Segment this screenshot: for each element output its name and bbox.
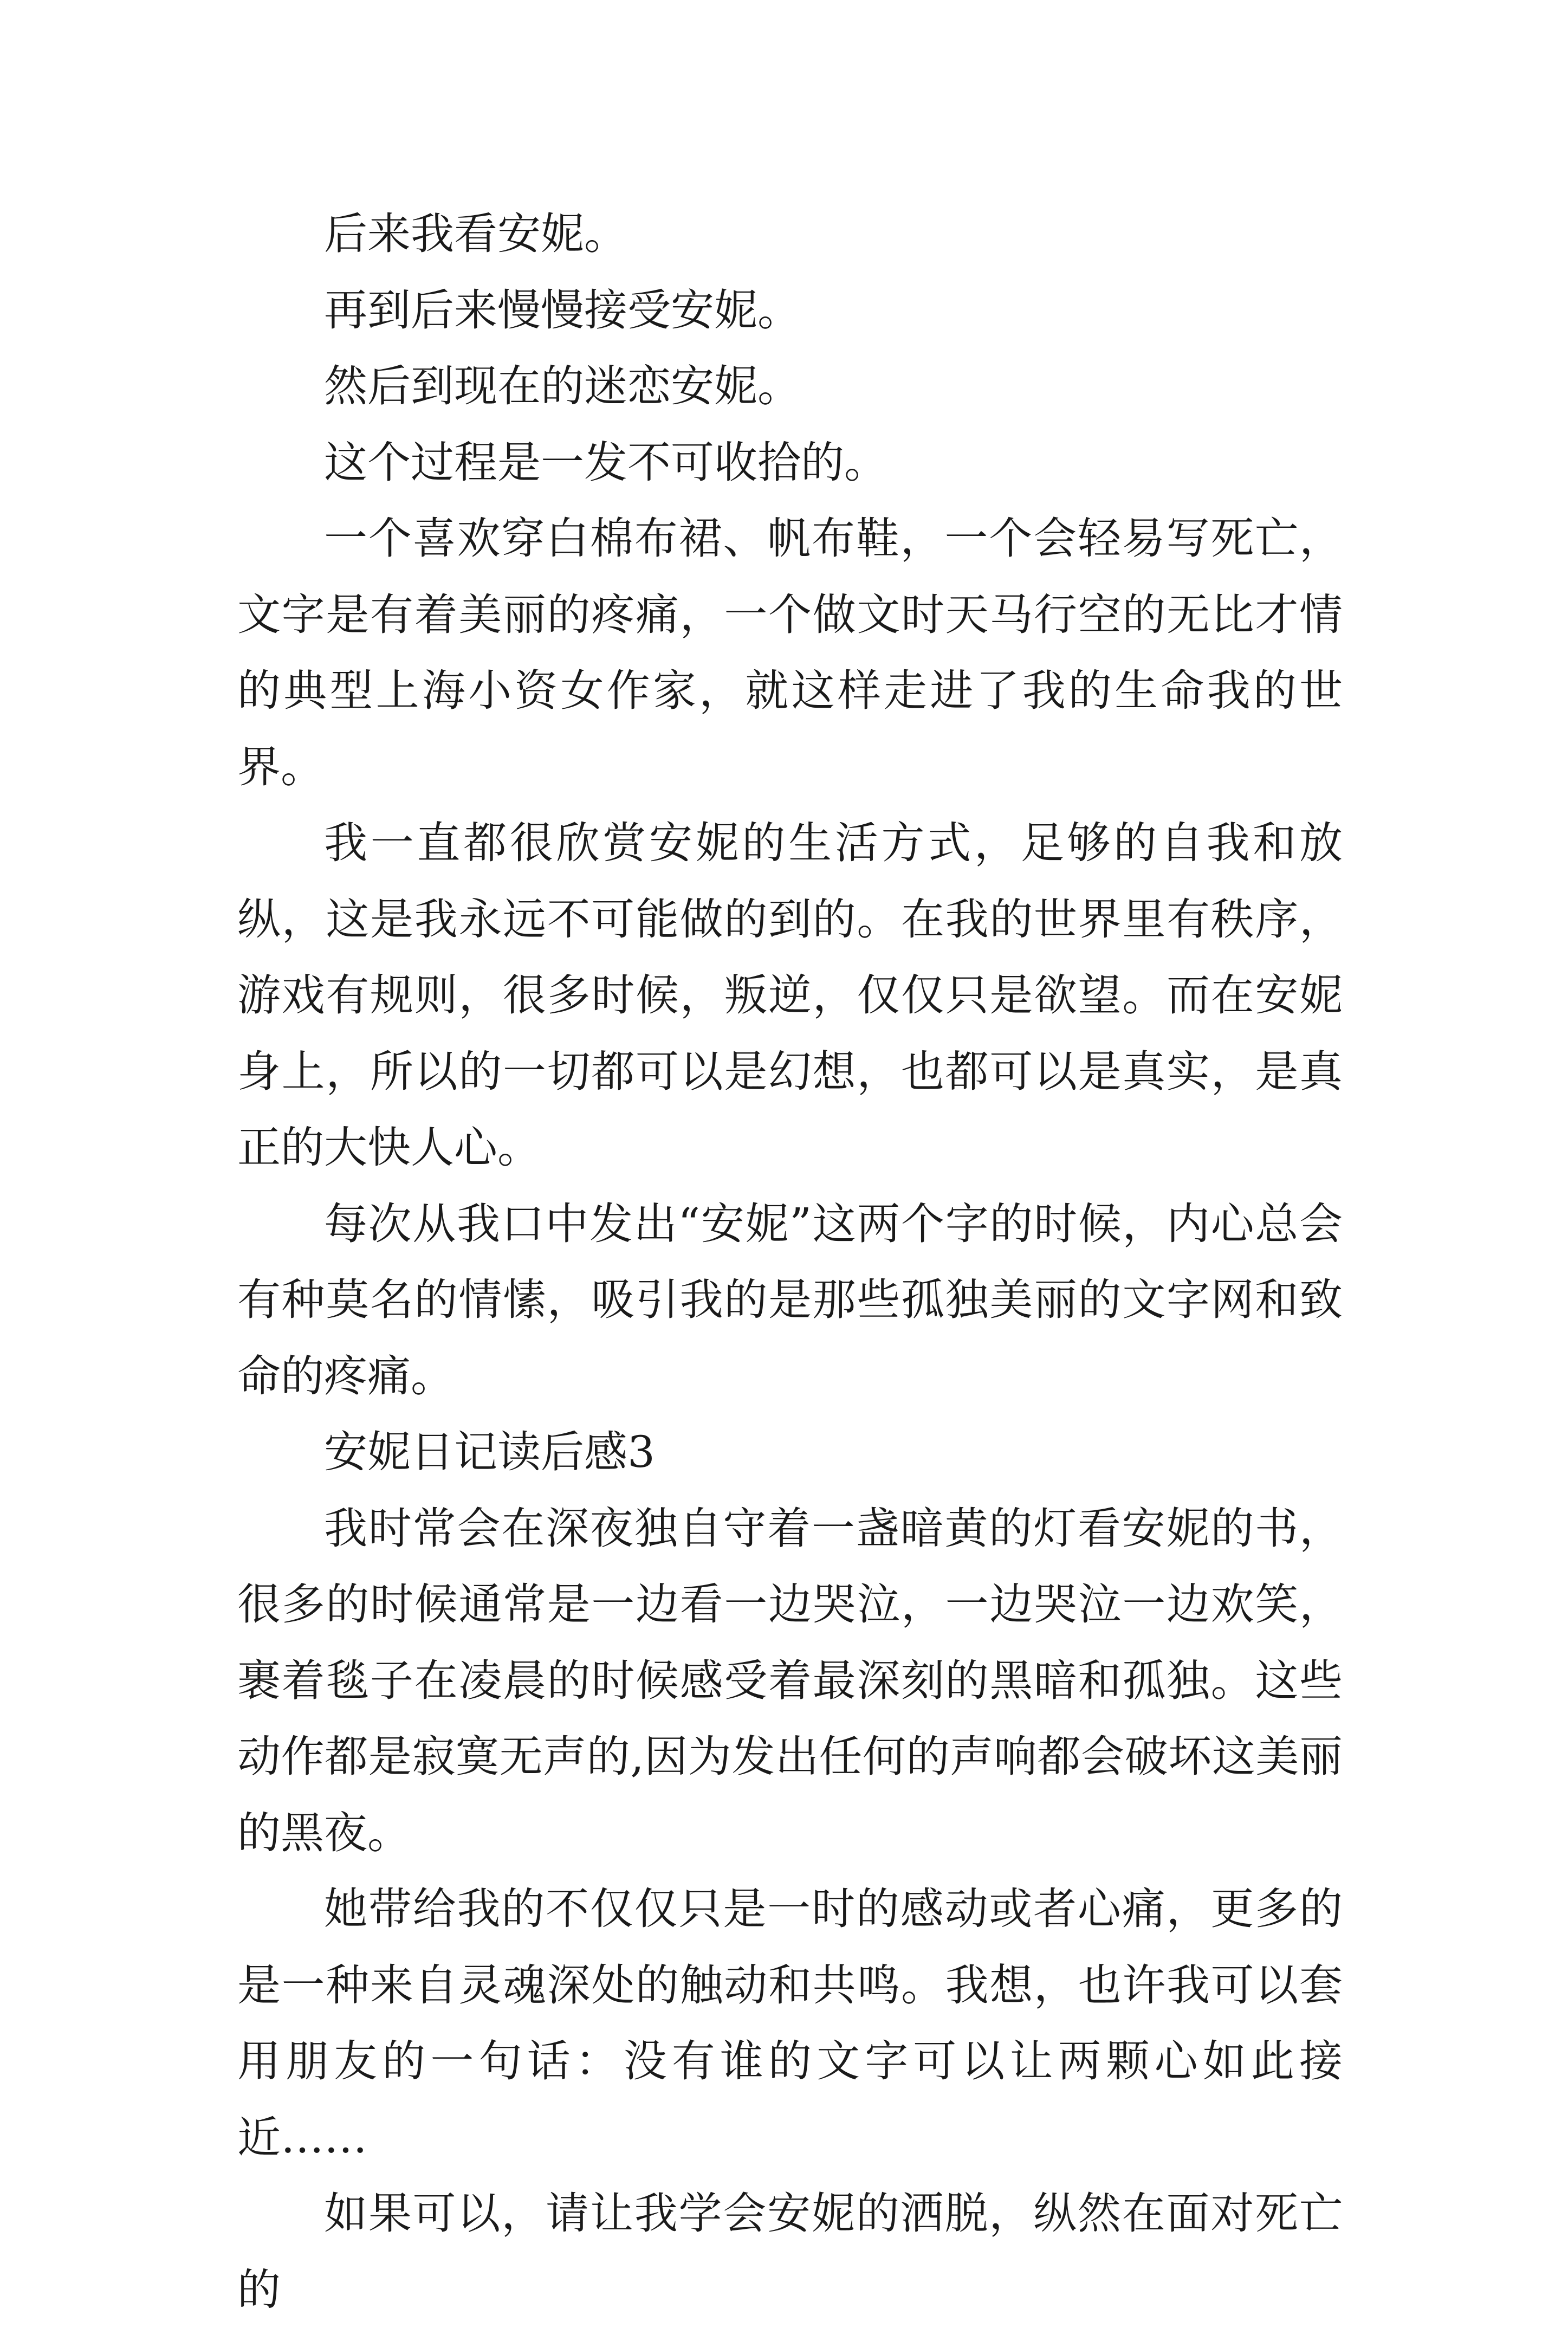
paragraph: 然后到现在的迷恋安妮。 (324, 361, 801, 411)
paragraph: 每次从我口中发出“安妮”这两个字的时候，内心总会有种莫名的情愫，吸引我的是那些孤独美丽的文字网和致命的疼痛。 (237, 1198, 1343, 1401)
paragraph: 如果可以，请让我学会安妮的洒脱，纵然在面对死亡的 (237, 2188, 1343, 2315)
paragraph: 这个过程是一发不可收拾的。 (324, 437, 887, 488)
paragraph: 我时常会在深夜独自守着一盏暗黄的灯看安妮的书，很多的时候通常是一边看一边哭泣，一边哭泣一边欢笑，裹着毯子在凌晨的时候感受着最深刻的黑暗和孤独。这些动作都是寂寞无声的,因为发出任何的声响都会破坏这美丽的黑夜。 (237, 1503, 1343, 1858)
paragraph: 一个喜欢穿白棉布裙、帆布鞋，一个会轻易写死亡，文字是有着美丽的疼痛，一个做文时天马行空的无比才情的典型上海小资女作家，就这样走进了我的生命我的世界。 (237, 513, 1343, 792)
body-text (237, 196, 1343, 2328)
paragraph: 再到后来慢慢接受安妮。 (324, 284, 801, 335)
section-heading: 安妮日记读后感3 (324, 1427, 655, 1477)
paragraph: 她带给我的不仅仅只是一时的感动或者心痛，更多的是一种来自灵魂深处的触动和共鸣。我想，也许我可以套用朋友的一句话：没有谁的文字可以让两颗心如此接近…… (237, 1884, 1343, 2163)
paragraph: 我一直都很欣赏安妮的生活方式，足够的自我和放纵，这是我永远不可能做的到的。在我的世界里有秩序，游戏有规则，很多时候，叛逆，仅仅只是欲望。而在安妮身上，所以的一切都可以是幻想，也都可以是真实，是真正的大快人心。 (237, 818, 1343, 1173)
paragraph: 后来我看安妮。 (324, 209, 627, 259)
